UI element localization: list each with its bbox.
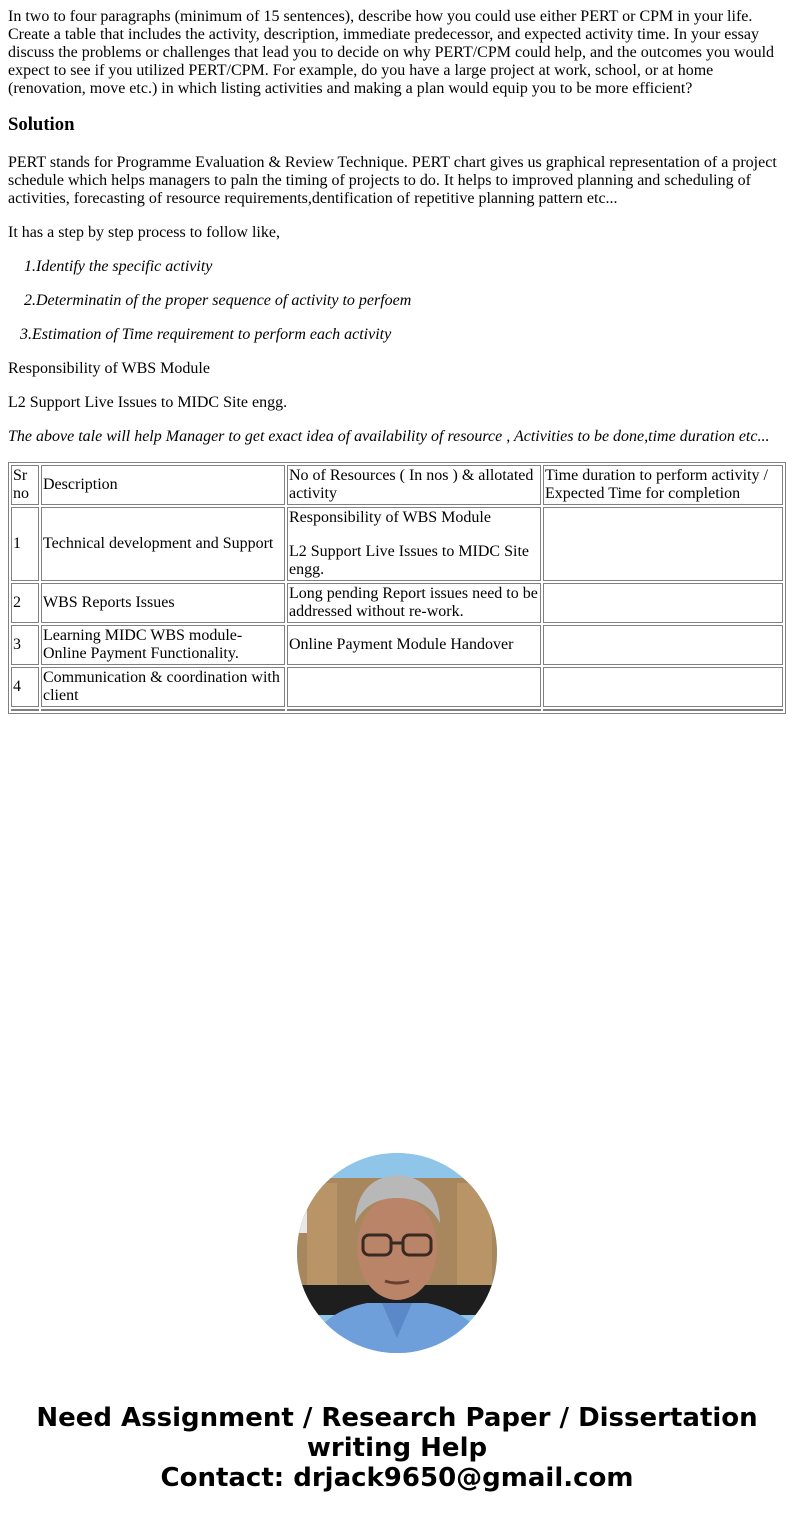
cell-time	[543, 507, 783, 581]
solution-heading: Solution	[8, 114, 75, 135]
cell-sr: 2	[11, 583, 39, 623]
table-row	[11, 507, 783, 581]
document-body	[8, 8, 786, 714]
cell-sr: 3	[11, 625, 39, 665]
promo-line-1: Need Assignment / Research Paper / Dissertation	[36, 1403, 758, 1433]
table-row	[11, 667, 783, 707]
cell-description: Learning MIDC WBS module-Online Payment Functionality.	[41, 625, 285, 665]
cell-time	[543, 625, 783, 665]
cell-time	[543, 667, 783, 707]
promo-contact: Contact: drjack9650@gmail.com	[160, 1463, 634, 1493]
cell-description: WBS Reports Issues	[41, 583, 285, 623]
cell-resources: Online Payment Module Handover	[287, 625, 541, 665]
cell-resources-line1: Responsibility of WBS Module	[289, 509, 491, 526]
table-row	[11, 625, 783, 665]
step-2: 2.Determinatin of the proper sequence of activity to perfoem	[24, 292, 412, 309]
solution-intro: PERT stands for Programme Evaluation & Review Technique. PERT chart gives us graphical representation of a project schedule which helps managers to paln the timing of projects to do. It helps to improved planning and scheduling of activities, forecasting of resource requirements,dentification of repetitive planning pattern etc...	[8, 154, 777, 207]
cell-sr: 4	[11, 667, 39, 707]
promo-banner	[0, 1403, 794, 1493]
cell-resources	[287, 667, 541, 707]
cell-resources	[287, 507, 541, 581]
cell-time	[543, 583, 783, 623]
step-1: 1.Identify the specific activity	[24, 258, 213, 275]
empty-cell	[543, 709, 783, 711]
promo-line-2: writing Help	[306, 1433, 488, 1463]
cell-resources-line2: L2 Support Live Issues to MIDC Site engg.	[289, 543, 529, 578]
person-photo-icon	[297, 1153, 497, 1353]
empty-cell	[287, 709, 541, 711]
steps-lead: It has a step by step process to follow like,	[8, 224, 280, 241]
header-time-duration: Time duration to perform activity / Expected Time for completion	[543, 465, 783, 505]
table-row	[11, 583, 783, 623]
wbs-table	[8, 462, 786, 714]
cell-resources: Long pending Report issues need to be addressed without re-work.	[287, 583, 541, 623]
cell-description: Communication & coordination with client	[41, 667, 285, 707]
empty-cell	[41, 709, 285, 711]
header-resources: No of Resources ( In nos ) & allotated activity	[287, 465, 541, 505]
responsibility-text: Responsibility of WBS Module	[8, 360, 210, 377]
header-description: Description	[41, 465, 285, 505]
step-3: 3.Estimation of Time requirement to perform each activity	[20, 326, 392, 343]
support-text: L2 Support Live Issues to MIDC Site engg.	[8, 394, 288, 411]
author-avatar	[297, 1153, 497, 1353]
header-sr-no: Sr no	[11, 465, 39, 505]
question-text: In two to four paragraphs (minimum of 15 sentences), describe how you could use either PERT or CPM in your life. Create a table that includes the activity, description, immediate predecessor, and expected activity time. In your essay discuss the problems or challenges that lead you to decide on why PERT/CPM could help, and the outcomes you would expect to see if you utilized PERT/CPM. For example, do you have a large project at work, school, or at home (renovation, move etc.) in which listing activities and making a plan would equip you to be more efficient?	[8, 8, 775, 97]
closing-text: The above tale will help Manager to get exact idea of availability of resource , Activities to be done,time duration etc...	[8, 428, 770, 445]
table-header-row	[11, 465, 783, 505]
table-empty-row	[11, 709, 783, 711]
cell-description: Technical development and Support	[41, 507, 285, 581]
empty-cell	[11, 709, 39, 711]
cell-sr: 1	[11, 507, 39, 581]
